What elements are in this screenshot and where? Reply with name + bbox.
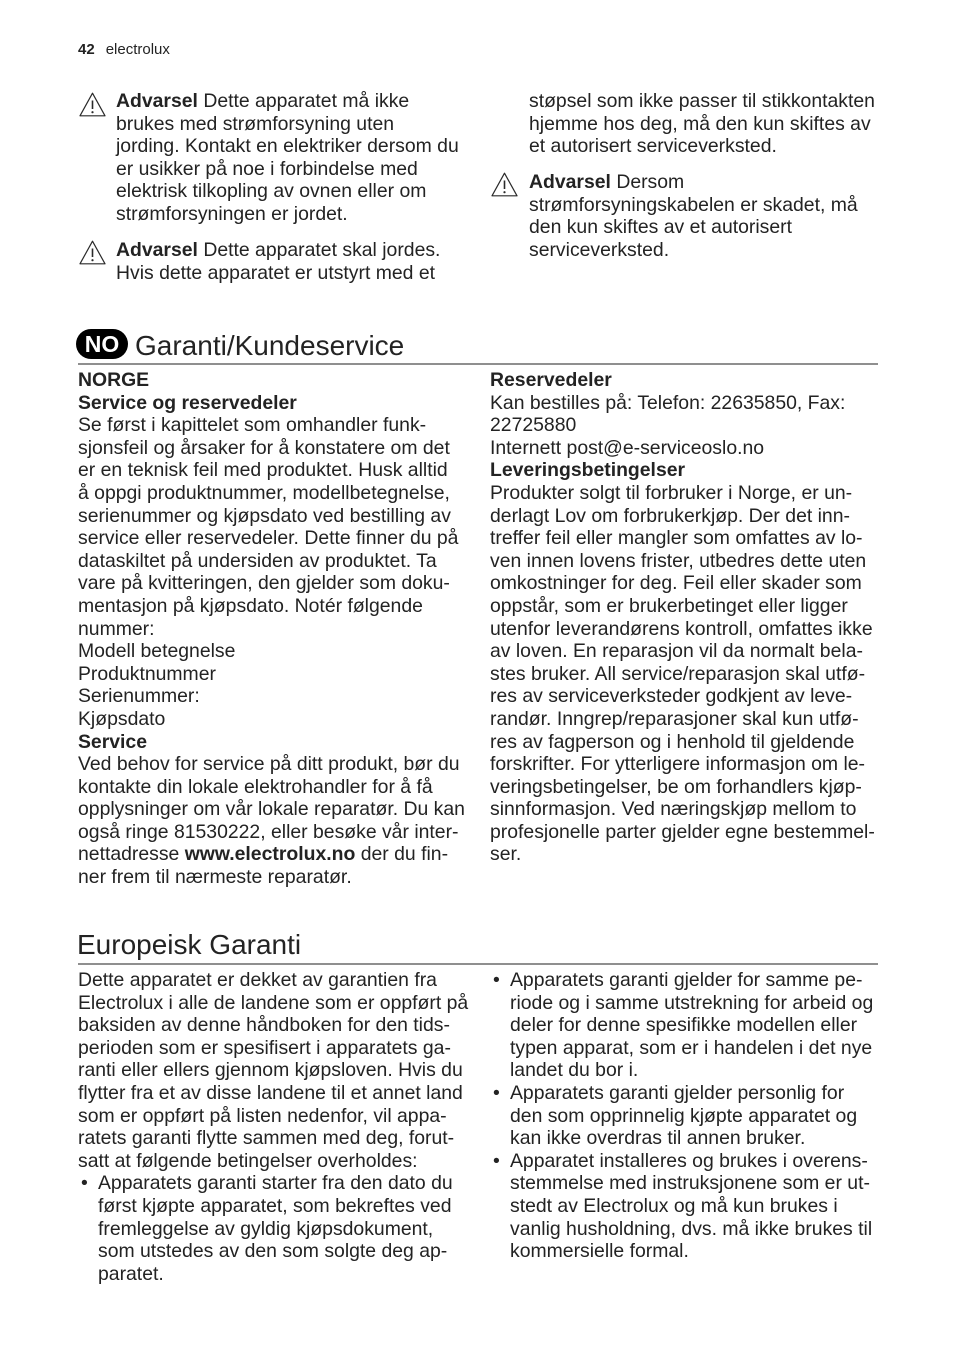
warning-block-continued [529,90,875,158]
warning-label: Advarsel [116,239,198,261]
bullet-text-line: stemmelse med instruksjonene som er ut- [510,1172,870,1195]
web-address: www.electrolux.no [184,843,356,866]
bullet-text-line: paratet. [98,1262,164,1285]
guarantee-column-right [490,969,873,1263]
section-title: Garanti/Kundeservice [135,330,405,361]
paragraph-line: Produkter solgt til forbruker i Norge, er un- [490,481,853,504]
paragraph-line: omkostninger for deg. Feil eller skader som [490,572,862,595]
warning-text-line: støpsel som ikke passer til stikkontakten [529,90,875,112]
paragraph-line: dataskiltet på undersiden av produktet. Ta [78,549,437,572]
bullet-text-line: kan ikke overdras til annen bruker. [510,1127,806,1150]
paragraph-line: ner frem til nærmeste reparatør. [78,866,352,889]
warning-text-line: strømforsyningskabelen er skadet, må [529,193,858,216]
bullet-text-line: stedt av Electrolux og må kun brukes i [510,1194,838,1217]
warning-text-line: hjemme hos deg, må den kun skiftes av [529,112,871,135]
subheading: Service og reservedeler [78,391,297,414]
paragraph-line: profesjonelle parter gjelder egne bestemmel- [490,820,875,843]
warning-lead-line [116,90,459,113]
warning-lead-line [529,171,858,194]
warning-text-line: et autorisert serviceverksted. [529,135,777,158]
warning-text-line: brukes med strømforsyning uten [116,112,395,135]
bullet-marker: • [81,1172,88,1195]
warning-text: Dersom [616,171,685,193]
paragraph-line: Electrolux i alle de landene som er oppført på [78,991,469,1014]
warning-lead-line [116,239,440,262]
bullet-text-line: typen apparat, som er i handelen i det nye [510,1036,873,1059]
number-list-item: Produktnummer [78,662,216,685]
warning-text: Dette apparatet skal jordes. [203,239,441,261]
subheading: Leveringsbetingelser [490,459,686,482]
paragraph-line: flytter fra et av disse landene til et annet land [78,1081,463,1104]
paragraph-line: vare på kvitteringen, den gjelder som doku- [78,572,450,595]
paragraph-line: ven innen lovens frister, utbedres dette uten [490,549,867,572]
bullet-text-line: riode og i samme utstrekning for arbeid og [510,991,874,1014]
bullet-text-line: landet du bor i. [510,1059,639,1082]
subheading: Service [78,730,148,753]
paragraph-line: Internett post@e-serviceoslo.no [490,436,765,459]
paragraph-line: forskrifter. For ytterligere informasjon om le- [490,753,865,776]
bullet-text-line: fremleggelse av gyldig kjøpsdokument, [98,1217,434,1240]
warning-triangle-icon [491,172,518,197]
paragraph-line: serienummer og kjøpsdato ved bestilling av [78,504,451,527]
service-column-right [490,369,875,866]
warning-text-line: jording. Kontakt en elektriker dersom du [116,135,459,158]
bullet-text-line: den som opprinnelig kjøpte apparatet og [510,1104,858,1127]
paragraph-line: stes bruker. All service/reparasjon skal utfø- [490,662,866,685]
brand-name: electrolux [105,41,170,58]
bullet-text-line: først kjøpte apparatet, som bekreftes ved [98,1194,452,1217]
bullet-text-line: Apparatets garanti gjelder for samme pe- [510,969,863,991]
bullet-list-item [490,1150,873,1263]
paragraph-line: baksiden av denne håndboken for den tids- [78,1014,450,1037]
warning-text-line: den kun skiftes av et autorisert [529,216,792,239]
country-badge: NO [76,329,128,359]
bullet-list-item [78,1172,468,1285]
paragraph-line: ranti eller ellers gjennom kjøpsloven. Hvis du [78,1059,463,1082]
warning-text-line: serviceverksted. [529,238,670,261]
warning-text-line: Hvis dette apparatet er utstyrt med et [116,261,436,284]
paragraph-line: res av fagperson og i henhold til gjeldende [490,730,855,753]
page-number: 42 [78,41,95,58]
warning-triangle-icon [79,240,106,265]
bullet-marker: • [493,969,500,991]
warning-text: Dette apparatet må ikke [203,90,410,112]
number-list-item: Kjøpsdato [78,707,166,730]
paragraph-line: Ved behov for service på ditt produkt, bør du [78,753,460,776]
web-line-after: der du fin- [360,843,449,866]
page-header [78,40,170,60]
paragraph-line: sinnformasjon. Ved næringskjøp mellom to [490,798,857,821]
section-divider [78,963,878,965]
warning-block [116,90,459,226]
subheading: Reservedeler [490,369,612,391]
warning-text-line: elektrisk tilkopling av ovnen eller om [116,180,427,203]
paragraph-line: derlagt Lov om forbrukerkjøp. Der det inn- [490,504,850,527]
paragraph-line: 22725880 [490,414,577,437]
paragraph-line: er en teknisk feil med produktet. Husk alltid [78,459,448,482]
bullet-list-item [490,969,873,1082]
paragraph-line: Kan bestilles på: Telefon: 22635850, Fax: [490,391,846,414]
bullet-text-line: Apparatets garanti gjelder personlig for [510,1081,845,1104]
guarantee-column-left [78,969,468,1285]
paragraph-line: opplysninger om vår lokale reparatør. Du kan [78,798,465,821]
bullet-text-line: som utstedes av den som solgte deg ap- [98,1240,448,1263]
paragraph-line: Dette apparatet er dekket av garantien fra [78,969,437,991]
bullet-text-line: Apparatet installeres og brukes i overens- [510,1149,868,1172]
section-divider [78,363,878,365]
paragraph-line: mentasjon på kjøpsdato. Notér følgende [78,594,423,617]
warning-text-line: strømforsyningen er jordet. [116,202,348,225]
warning-label: Advarsel [116,90,198,112]
bullet-text-line: deler for denne spesifikke modellen eller [510,1014,858,1037]
paragraph-line: Se først i kapittelet som omhandler funk- [78,414,427,437]
bullet-list-item [490,1082,873,1150]
bullet-text-line: Apparatets garanti starter fra den dato du [98,1172,453,1195]
service-column-left [78,369,465,889]
warning-label: Advarsel [529,171,611,193]
warning-block [116,239,440,284]
bullet-marker: • [493,1149,500,1172]
paragraph-line: sjonsfeil og årsaker for å konstatere om det [78,436,450,459]
paragraph-line: også ringe 81530222, eller besøke vår inter- [78,820,459,843]
paragraph-line: kontakte din lokale elektrohandler for å få [78,775,433,798]
paragraph-line: å oppgi produktnummer, modellbetegnelse, [78,481,450,504]
number-list-item: Serienummer: [78,685,200,708]
paragraph-line: oppstår, som er brukerbetinget eller ligger [490,594,848,617]
bullet-text-line: vanlig husholdning, dvs. må ikke brukes til [510,1217,873,1240]
paragraph-line: ratets garanti flytte sammen med deg, forut- [78,1127,455,1150]
paragraph-line: nummer: [78,617,155,640]
paragraph-line: veringsbetingelser, be om forhandlers kjøp- [490,775,862,798]
section-title: Europeisk Garanti [77,929,302,960]
paragraph-line: service eller reservedeler. Dette finner du på [78,527,459,550]
country-heading: NORGE [78,369,150,391]
paragraph-line: perioden som er spesifisert i apparatets ga- [78,1036,451,1059]
warning-block [529,171,858,261]
paragraph-line: av loven. En reparasjon vil da normalt bela- [490,640,863,663]
bullet-marker: • [493,1081,500,1104]
paragraph-line: som er oppført på listen nedenfor, vil appa- [78,1104,447,1127]
bullet-text-line: kommersielle formal. [510,1240,689,1263]
paragraph-line: satt at følgende betingelser overholdes: [78,1149,418,1172]
warning-text-line: er usikker på noe i forbindelse med [116,157,418,180]
paragraph-line: res av serviceverksteder godkjent av leve- [490,685,853,708]
web-line-before: nettadresse [78,843,180,866]
number-list-item: Modell betegnelse [78,640,236,663]
paragraph-line: randør. Inngrep/reparasjoner skal kun utfø- [490,707,859,730]
web-address-line [78,843,465,866]
paragraph-line: utenfor leverandørens kontroll, omfattes ikke [490,617,873,640]
warning-triangle-icon [79,92,106,117]
paragraph-line: treffer feil eller mangler som omfattes av lo- [490,527,863,550]
paragraph-line: ser. [490,843,522,866]
